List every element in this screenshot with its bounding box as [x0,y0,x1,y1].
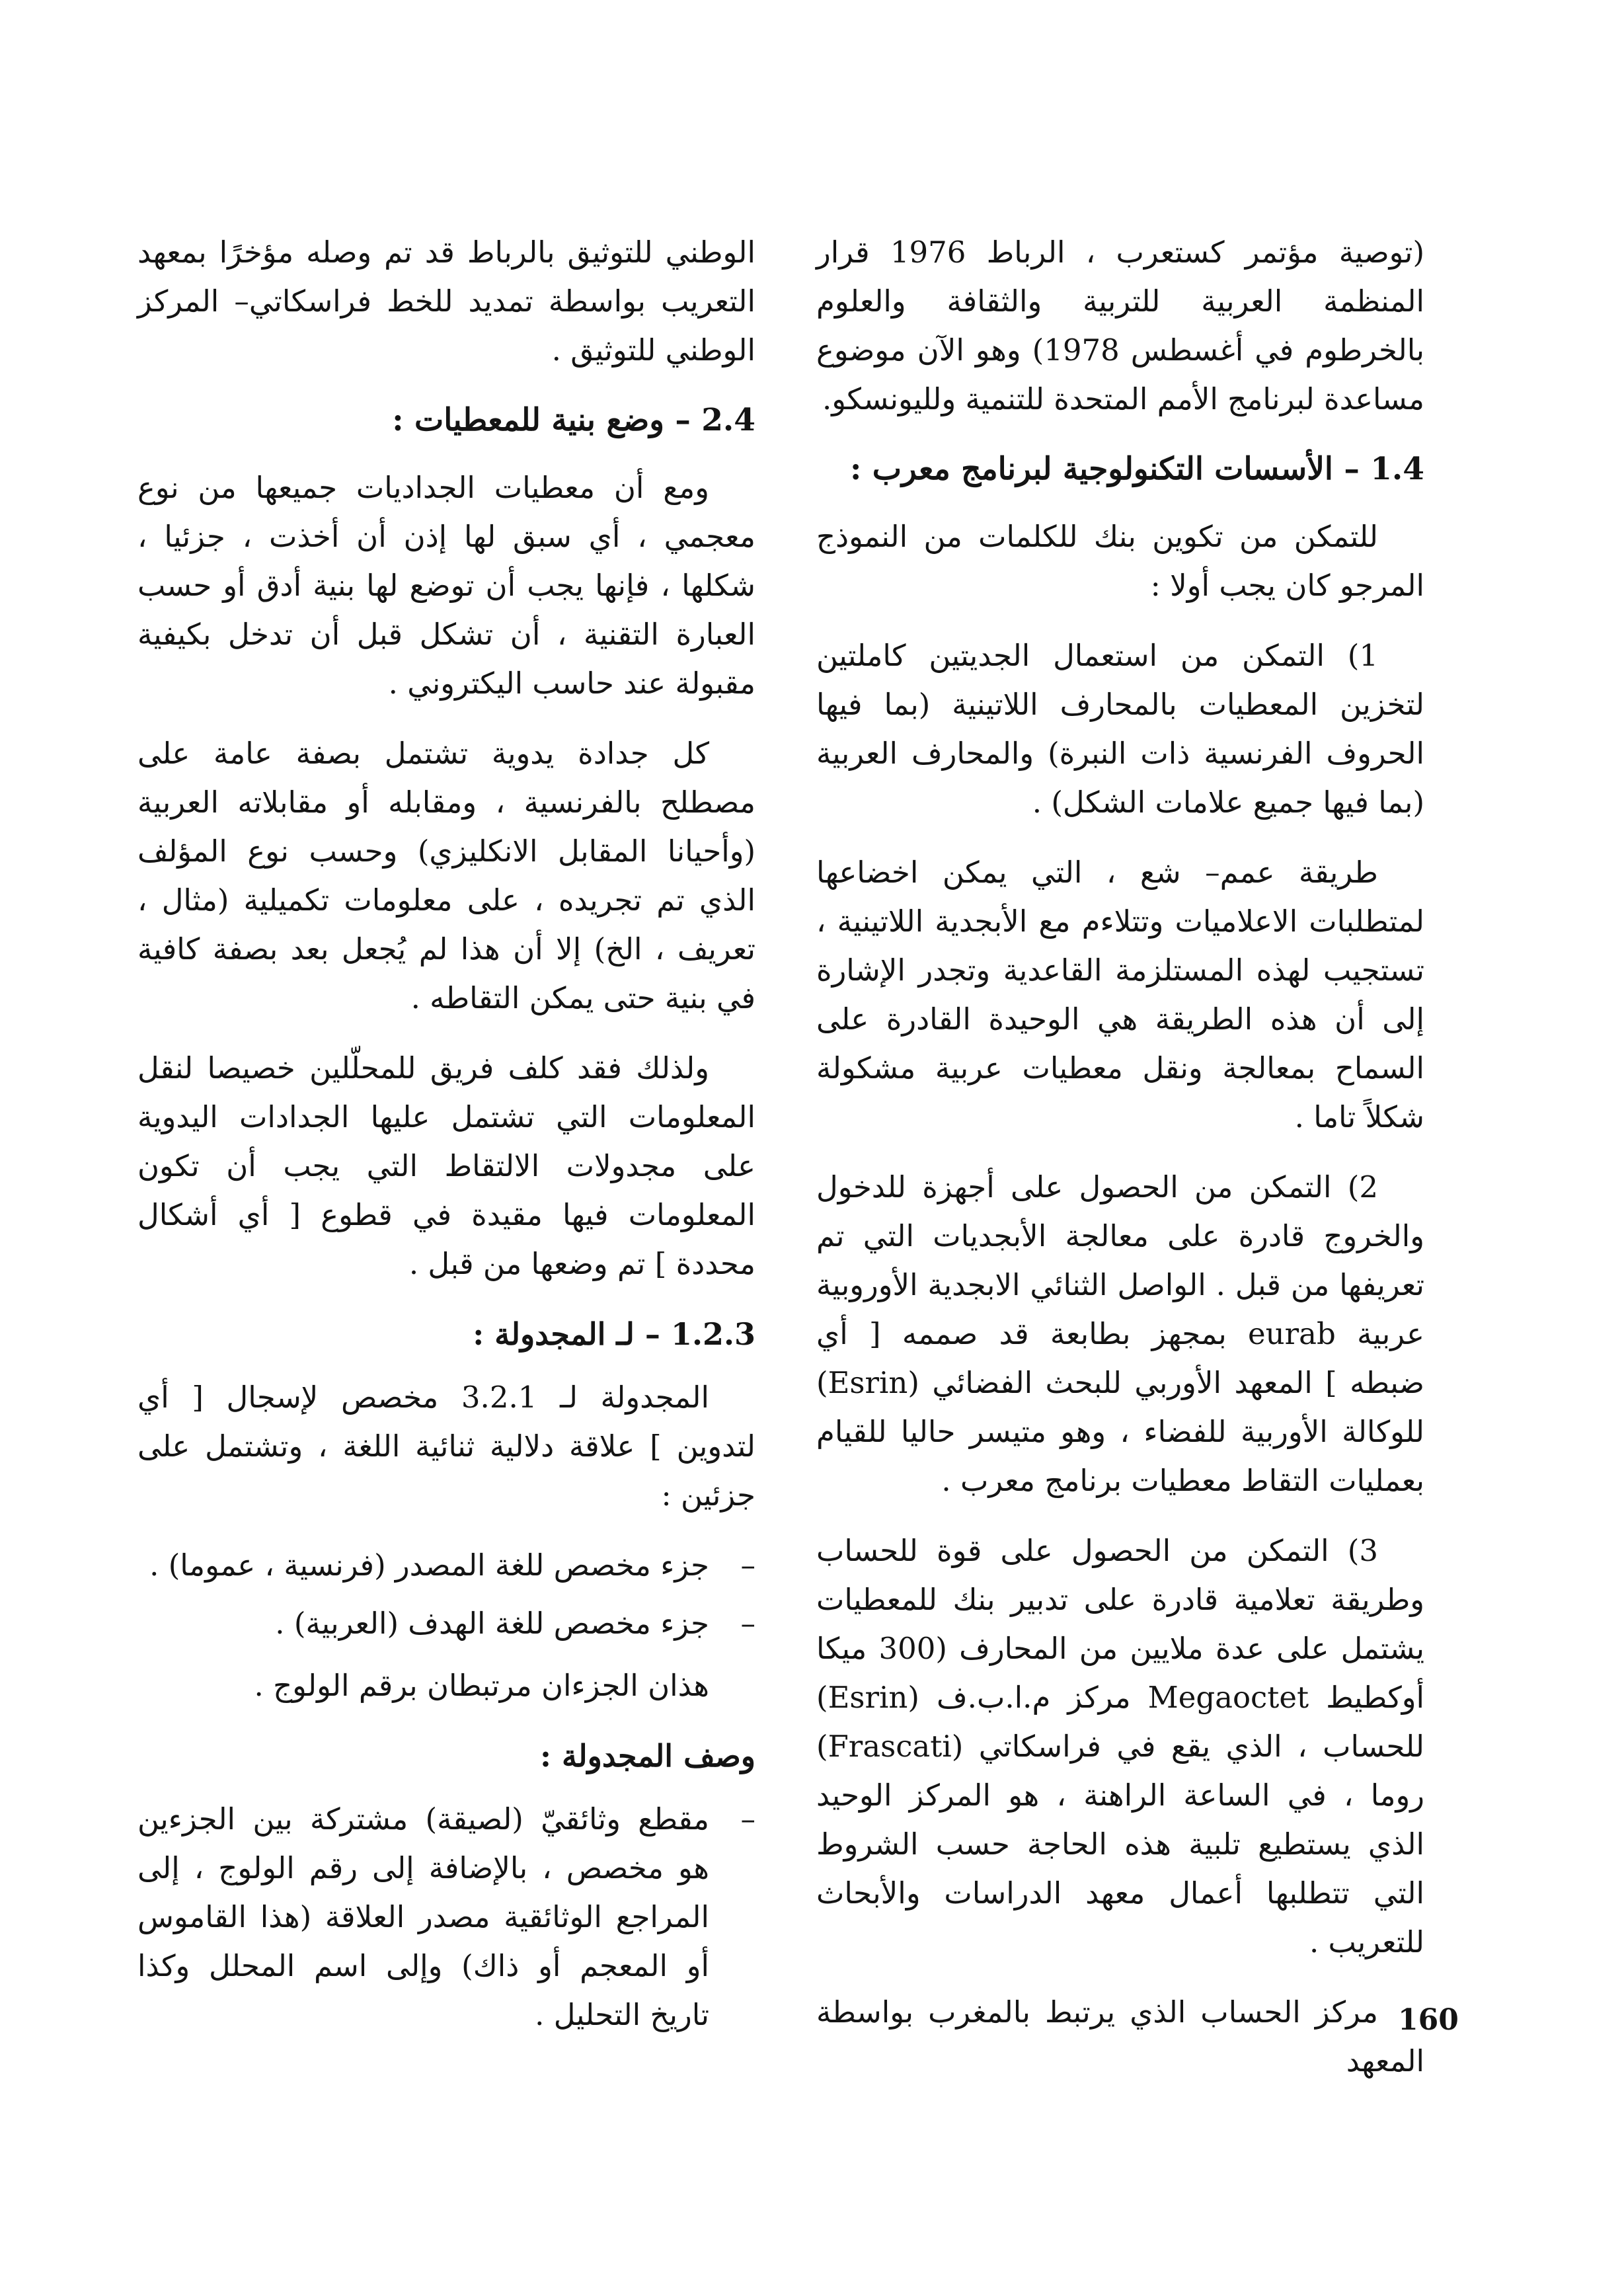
paragraph: الوطني للتوثيق بالرباط قد تم وصله مؤخرًا بمعهد التعريب بواسطة تمديد للخط فراسكاتي– المركز الوطني للتوثيق . [137,235,755,368]
list-item-text: مقطع وثائقيّ (لصيقة) مشتركة بين الجزءين هو مخصص ، بالإضافة إلى رقم الولوج ، إلى المراجع الوثائقية مصدر العلاقة (هذا القاموس أو المعجم أو ذاك) وإلى اسم المحلل وكذا تاريخ التحليل . [137,1801,709,2032]
paragraph: ومع أن معطيات الجداديات جميعها من نوع معجمي ، أي سبق لها إذن أن أخذت ، جزئيا ، شكلها ، فإنها يجب أن توضع لها بنية أدق أو حسب العبارة التقنية ، أن تشكل قبل أن تدخل بكيفية مقبولة عند حاسب اليكتروني . [137,470,755,701]
list-item [137,1599,755,1648]
paragraph: (توصية مؤتمر كستعرب ، الرباط 1976 قرار المنظمة العربية للتربية والثقافة والعلوم بالخرطوم في أغسطس 1978) وهو الآن موضوع مساعدة لبرنامج الأمم المتحدة للتنمية ولليونسكو. [816,235,1424,416]
list-item-text: جزء مخصص للغة المصدر (فرنسية ، عموما) . [149,1548,709,1583]
section-heading-2-4: 2.4 – وضع بنية للمعطيات : [392,402,755,438]
bullet-list [137,1541,755,1648]
paragraph-item-2: 2) التمكن من الحصول على أجهزة للدخول والخروج قادرة على معالجة الأبجديات التي تم تعريفها من قبل . الواصل الثنائي الابجدية الأوروبية عربية eurab بمجهز بطابعة قد صممه [ أي ضبطه ] المعهد الأوربي للبحث الفضائي (Esrin) للوكالة الأوربية للفضاء ، وهو متيسر حاليا للقيام بعمليات التقاط معطيات برنامج معرب . [816,1169,1424,1498]
paragraph: كل جدادة يدوية تشتمل بصفة عامة على مصطلح بالفرنسية ، ومقابله أو مقابلاته العربية (وأحيانا المقابل الانكليزي) وحسب نوع المؤلف الذي تم تجريده ، على معلومات تكميلية (مثال ، تعريف ، الخ) إلا أن هذا لم يُجعل بعد بصفة كافية في بنية حتى يمكن التقاطه . [137,736,755,1015]
dash-bullet: – [740,1606,755,1641]
paragraph: للتمكن من تكوين بنك للكلمات من النموذج المرجو كان يجب أولا : [816,519,1424,603]
paragraph: ولذلك فقد كلف فريق للمحلّلين خصيصا لنقل المعلومات التي تشتمل عليها الجدادات اليدوية على مجدولات الالتقاط التي يجب أن تكون المعلومات فيها مقيدة في قطوع [ أي أشكال محددة ] تم وضعها من قبل . [137,1050,755,1281]
list-item [137,1541,755,1590]
page-number: 160 [1398,2003,1459,2037]
bullet-list [137,1795,755,2039]
paragraph-item-3: 3) التمكن من الحصول على قوة للحساب وطريقة تعلامية قادرة على تدبير بنك للمعطيات يشتمل على عدة ملايين من المحارف (300 ميكا أوكطيط Megaoctet مركز م.ا.ب.ف (Esrin) للحساب ، الذي يقع في فراسكاتي (Frascati) روما ، في الساعة الراهنة ، هو المركز الوحيد الذي يستطيع تلبية هذه الحاجة حسب الشروط التي تتطلبها أعمال معهد الدراسات والأبحاث للتعريب . [816,1533,1424,1960]
left-column [137,228,755,2053]
list-item [137,1795,755,2039]
paragraph: طريقة عمم– شع ، التي يمكن اخضاعها لمتطلبات الاعلاميات وتتلاءم مع الأبجدية اللاتينية ، تستجيب لهذه المستلزمة القاعدية وتجدر الإشارة إلى أن هذه الطريقة هي الوحيدة القادرة على السماح بمعالجة ونقل معطيات عربية مشكولة شكلاً تاما . [816,855,1424,1134]
paragraph: المجدولة لـ 3.2.1 مخصص لإسجال [ أي لتدوين ] علاقة دلالية ثنائية اللغة ، وتشتمل على جزئين : [137,1380,755,1513]
list-item-text: جزء مخصص للغة الهدف (العربية) . [275,1606,709,1641]
paragraph: هذان الجزءان مرتبطان برقم الولوج . [254,1668,709,1703]
dash-bullet: – [740,1548,755,1583]
subsection-heading-description: وصف المجدولة : [539,1738,755,1774]
dash-bullet: – [740,1801,755,1837]
paragraph-item-1: 1) التمكن من استعمال الجديتين كاملتين لتخزين المعطيات بالمحارف اللاتينية (بما فيها الحروف الفرنسية ذات النبرة) والمحارف العربية (بما فيها جميع علامات الشكل) . [816,638,1424,820]
section-heading-1-4: 1.4 – الأسسات التكنولوجية لبرنامج معرب : [850,451,1424,487]
subsection-heading-1-2-3: 1.2.3 – لـ المجدولة : [473,1316,755,1352]
right-column [816,228,1424,2107]
paragraph: مركز الحساب الذي يرتبط بالمغرب بواسطة المعهد [816,1995,1424,2078]
